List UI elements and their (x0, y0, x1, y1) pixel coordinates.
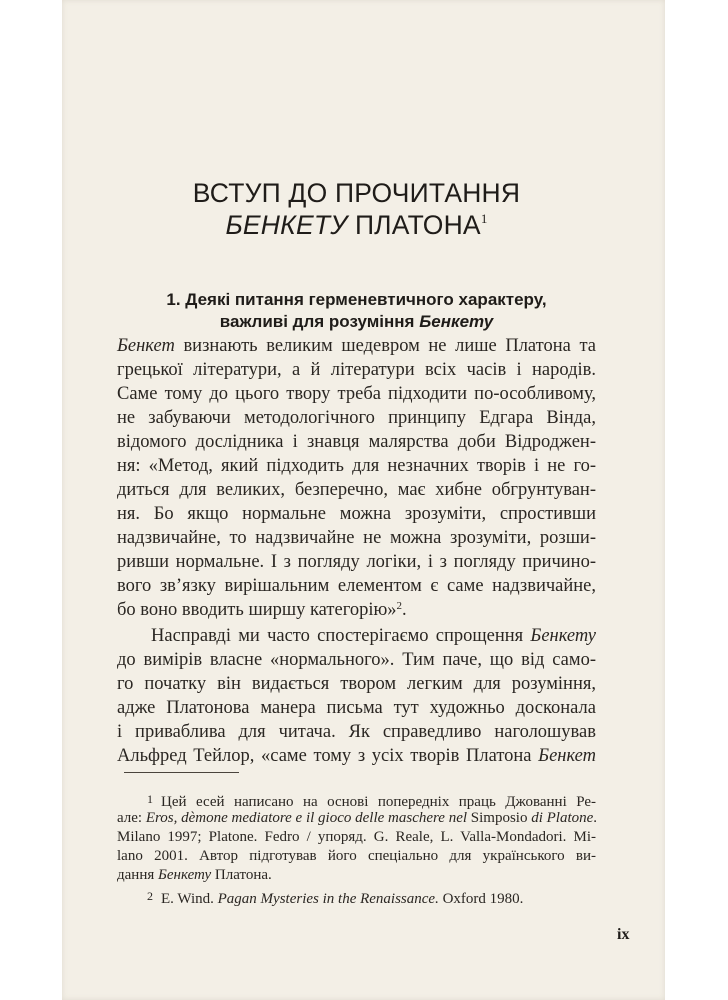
footnote-text: . (593, 810, 598, 826)
body-line (117, 598, 596, 622)
footnote-number: 2 (147, 889, 153, 903)
footnote-text: Oxford 1980. (438, 891, 524, 907)
body-line: ня: «Метод, який підходить для незначних творів і не го- (117, 456, 596, 476)
footnote-divider (124, 772, 239, 773)
line-text-end: . (402, 600, 407, 620)
footnote-text: дання (117, 867, 158, 883)
section-heading-line-1: 1. Деякі питання герменевтичного характеру, (166, 290, 547, 309)
footnote-text: Цей есей написано на основі попередніх праць Джованні Ре- (161, 794, 596, 810)
title-italic-word: БЕНКЕТУ (225, 210, 348, 240)
footnote-text: E. Wind. (161, 891, 218, 907)
body-line: грецької літератури, а й літератури всіх часів і народів. (117, 360, 596, 380)
line-text: Насправді ми часто спостерігаємо спрощення (151, 626, 531, 646)
italic-word: Бенкет (538, 746, 596, 766)
body-line: не забуваючи методологічного принципу Едгара Вінда, (117, 408, 596, 428)
page-number: ix (617, 926, 630, 943)
body-line: ривши нормальне. І з погляду логіки, і з погляду причино- (117, 552, 596, 572)
footnote-italic: di Platone (531, 810, 594, 826)
title-rest: ПЛАТОНА (347, 210, 481, 240)
footnote-line: lano 2001. Автор підготував його спеціально для українського ви- (117, 848, 596, 864)
line-text: визнають великим шедевром не лише Платона та (174, 336, 596, 356)
footnote-text: Платона. (211, 867, 272, 883)
footnote-italic: Бенкету (158, 867, 212, 883)
title-footnote-ref: 1 (480, 211, 488, 226)
body-line: адже Платонова манера письма тут художньо досконала (117, 698, 596, 718)
section-heading-line-2 (117, 312, 596, 332)
body-line (117, 744, 596, 768)
chapter-title-line-2 (117, 210, 596, 241)
body-line (117, 624, 596, 648)
footnote-line (117, 809, 596, 828)
footnote-text: Simposio (467, 810, 532, 826)
footnote-line (117, 866, 596, 885)
book-page (62, 0, 665, 1000)
footnote-line: Milano 1997; Platone. Fedro / упоряд. G. Reale, L. Valla-Mondadori. Mi- (117, 829, 596, 845)
chapter-title-line-1: ВСТУП ДО ПРОЧИТАННЯ (192, 178, 521, 208)
section-heading-text: важливі для розуміння (219, 312, 420, 331)
body-line: го початку він видається твором легким для розуміння, (117, 674, 596, 694)
body-line: вого зв’язку вирішальним елементом є саме надзвичайне, (117, 576, 596, 596)
line-text: бо воно вводить ширшу категорію» (117, 600, 397, 620)
body-line: до вимірів власне «нормального». Тим паче, що від само- (117, 650, 596, 670)
footnote-ref: 2 (396, 600, 403, 612)
italic-word: Бенкету (530, 626, 596, 646)
italic-word: Бенкет (117, 336, 175, 356)
body-line: надзвичайне, то надзвичайне не можна зрозуміти, розши- (117, 528, 596, 548)
footnote-text: але: (117, 810, 146, 826)
footnote-italic: Eros, dèmone mediatore e il gioco delle maschere nel (145, 810, 468, 826)
body-line: Саме тому до цього твору треба підходити по-особливому, (117, 384, 596, 404)
section-heading-italic: Бенкету (419, 312, 494, 331)
footnote-number: 1 (147, 792, 153, 806)
body-line (117, 334, 596, 358)
footnote-italic: Pagan Mysteries in the Renaissance. (217, 891, 439, 907)
footnote-line (117, 790, 596, 809)
body-line: відомого дослідника і знавця малярства доби Відроджен- (117, 432, 596, 452)
body-line: диться для великих, безперечно, має хибне обгрунтуван- (117, 480, 596, 500)
line-text: Альфред Тейлор, «саме тому з усіх творів Платона (117, 746, 539, 766)
body-line: і приваблива для читача. Як справедливо наголошував (117, 722, 596, 742)
body-line: ня. Бо якщо нормальне можна зрозуміти, спростивши (117, 504, 596, 524)
footnote-line (117, 887, 596, 906)
